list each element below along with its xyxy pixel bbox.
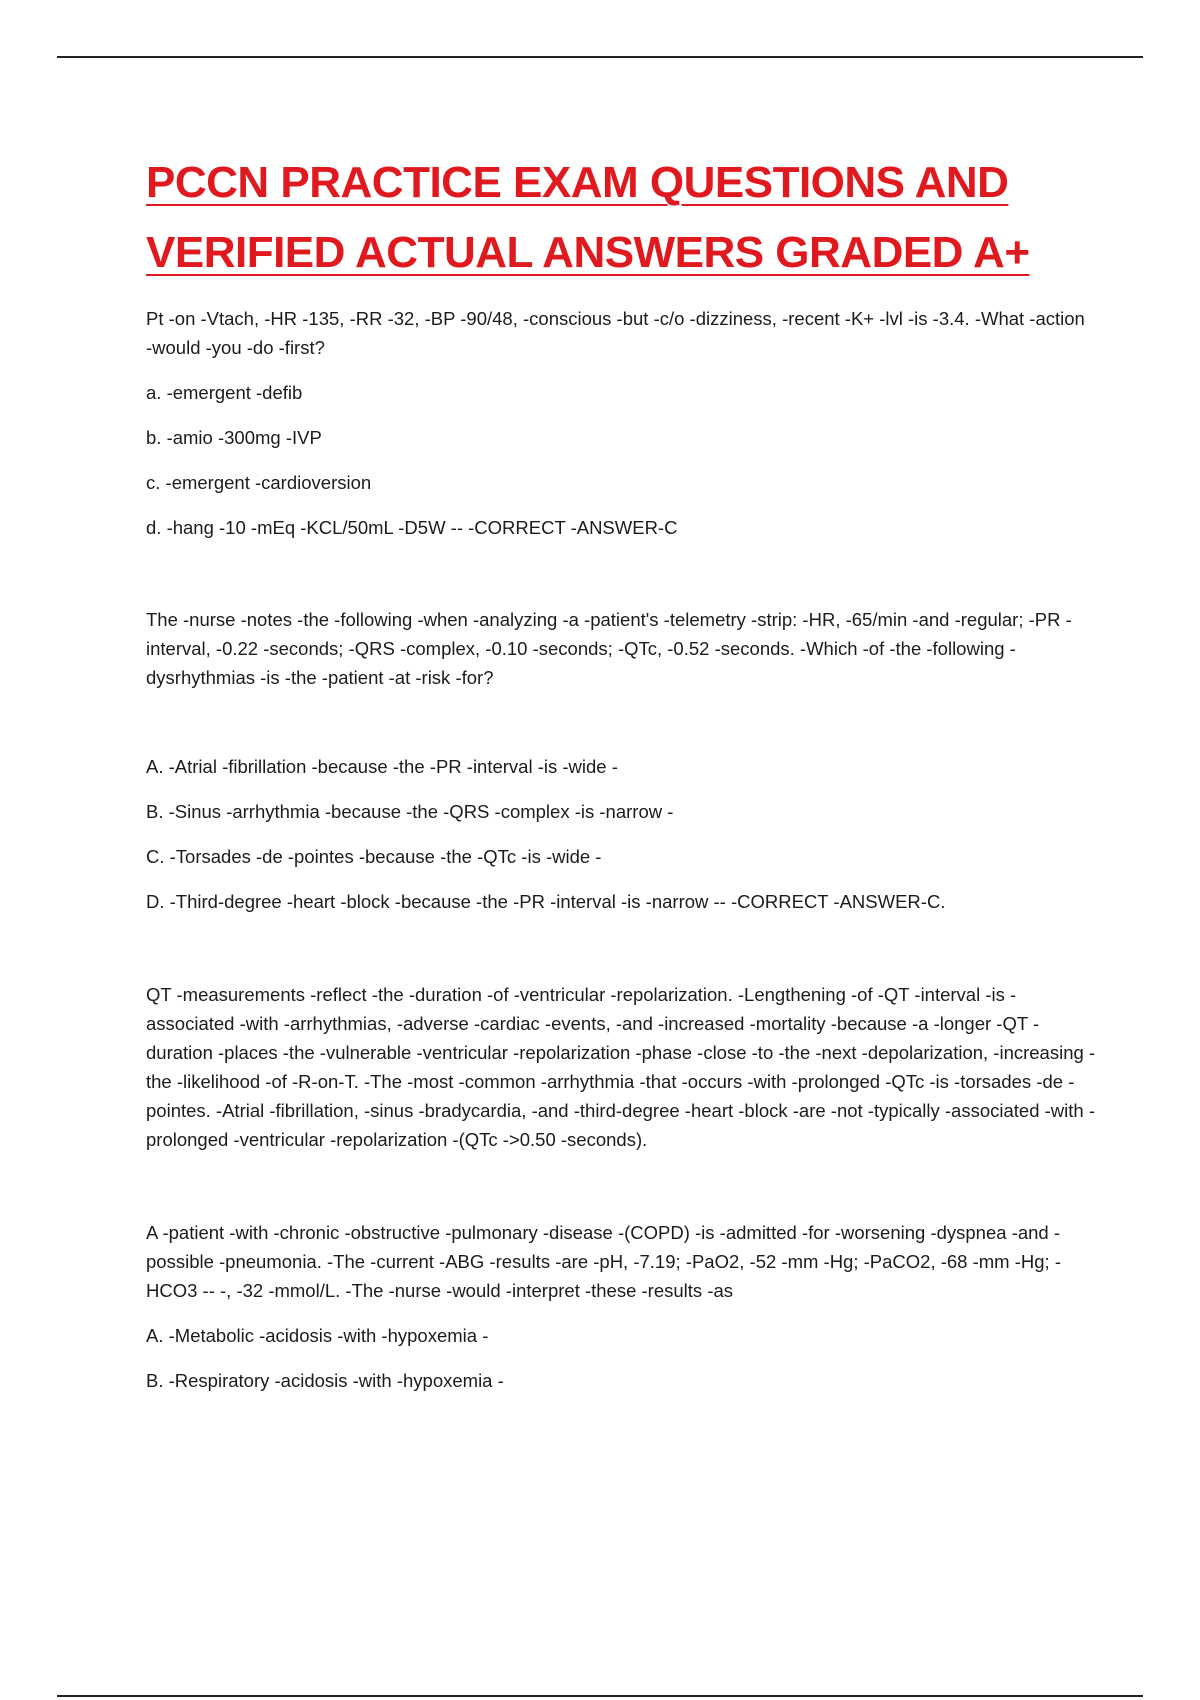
title-line-1: PCCN PRACTICE EXAM QUESTIONS AND [146, 158, 1009, 207]
question-2 [146, 605, 1096, 1154]
question-2-explanation: QT -measurements -reflect -the -duration -of -ventricular -repolarization. -Lengthening -of -QT -interval -is -associated -with -arrhythmias, -adverse -cardiac -events, -and -increased -mortality -because -a -longer -QT -duration -places -the -vulnerable -ventricular -repolarization -phase -close -to -the -next -depolarization, -increasing -the -likelihood -of -R-on-T. -The -most -common -arrhythmia -that -occurs -with -prolonged -QTc -is -torsades -de -pointes. -Atrial -fibrillation, -sinus -bradycardia, -and -third-degree -heart -block -are -not -typically -associated -with -prolonged -ventricular -repolarization -(QTc ->0.50 -seconds). [146, 984, 1096, 1150]
question-3-option-b: B. -Respiratory -acidosis -with -hypoxemia - [146, 1370, 504, 1391]
top-rule [57, 56, 1143, 58]
document-body [146, 148, 1096, 1395]
question-1 [146, 304, 1096, 542]
question-1-option-c: c. -emergent -cardioversion [146, 472, 372, 493]
bottom-rule [57, 1695, 1143, 1697]
title-line-2: VERIFIED ACTUAL ANSWERS GRADED A+ [146, 228, 1030, 277]
question-2-option-d: D. -Third-degree -heart -block -because -the -PR -interval -is -narrow -- -CORRECT -ANSWER-C. [146, 891, 946, 912]
question-2-option-c: C. -Torsades -de -pointes -because -the -QTc -is -wide - [146, 846, 602, 867]
question-2-option-a: A. -Atrial -fibrillation -because -the -PR -interval -is -wide - [146, 756, 618, 777]
question-2-option-b: B. -Sinus -arrhythmia -because -the -QRS -complex -is -narrow - [146, 801, 674, 822]
question-3 [146, 1218, 1096, 1395]
question-1-text: Pt -on -Vtach, -HR -135, -RR -32, -BP -90/48, -conscious -but -c/o -dizziness, -recent -K+ -lvl -is -3.4. -What -action -would -you -do -first? [146, 308, 1085, 358]
question-3-text: A -patient -with -chronic -obstructive -pulmonary -disease -(COPD) -is -admitted -for -worsening -dyspnea -and -possible -pneumonia. -The -current -ABG -results -are -pH, -7.19; -PaO2, -52 -mm -Hg; -PaCO2, -68 -mm -Hg; -HCO3 -- -, -32 -mmol/L. -The -nurse -would -interpret -these -results -as [146, 1222, 1061, 1301]
question-2-options [146, 752, 1096, 916]
document-title [146, 148, 1096, 288]
question-1-option-b: b. -amio -300mg -IVP [146, 427, 322, 448]
question-1-option-a: a. -emergent -defib [146, 382, 303, 403]
question-2-text: The -nurse -notes -the -following -when -analyzing -a -patient's -telemetry -strip: -HR, -65/min -and -regular; -PR -interval, -0.22 -seconds; -QRS -complex, -0.10 -seconds; -QTc, -0.52 -seconds. -Which -of -the -following -dysrhythmias -is -the -patient -at -risk -for? [146, 609, 1072, 688]
question-3-option-a: A. -Metabolic -acidosis -with -hypoxemia - [146, 1325, 489, 1346]
question-1-option-d: d. -hang -10 -mEq -KCL/50mL -D5W -- -CORRECT -ANSWER-C [146, 517, 678, 538]
